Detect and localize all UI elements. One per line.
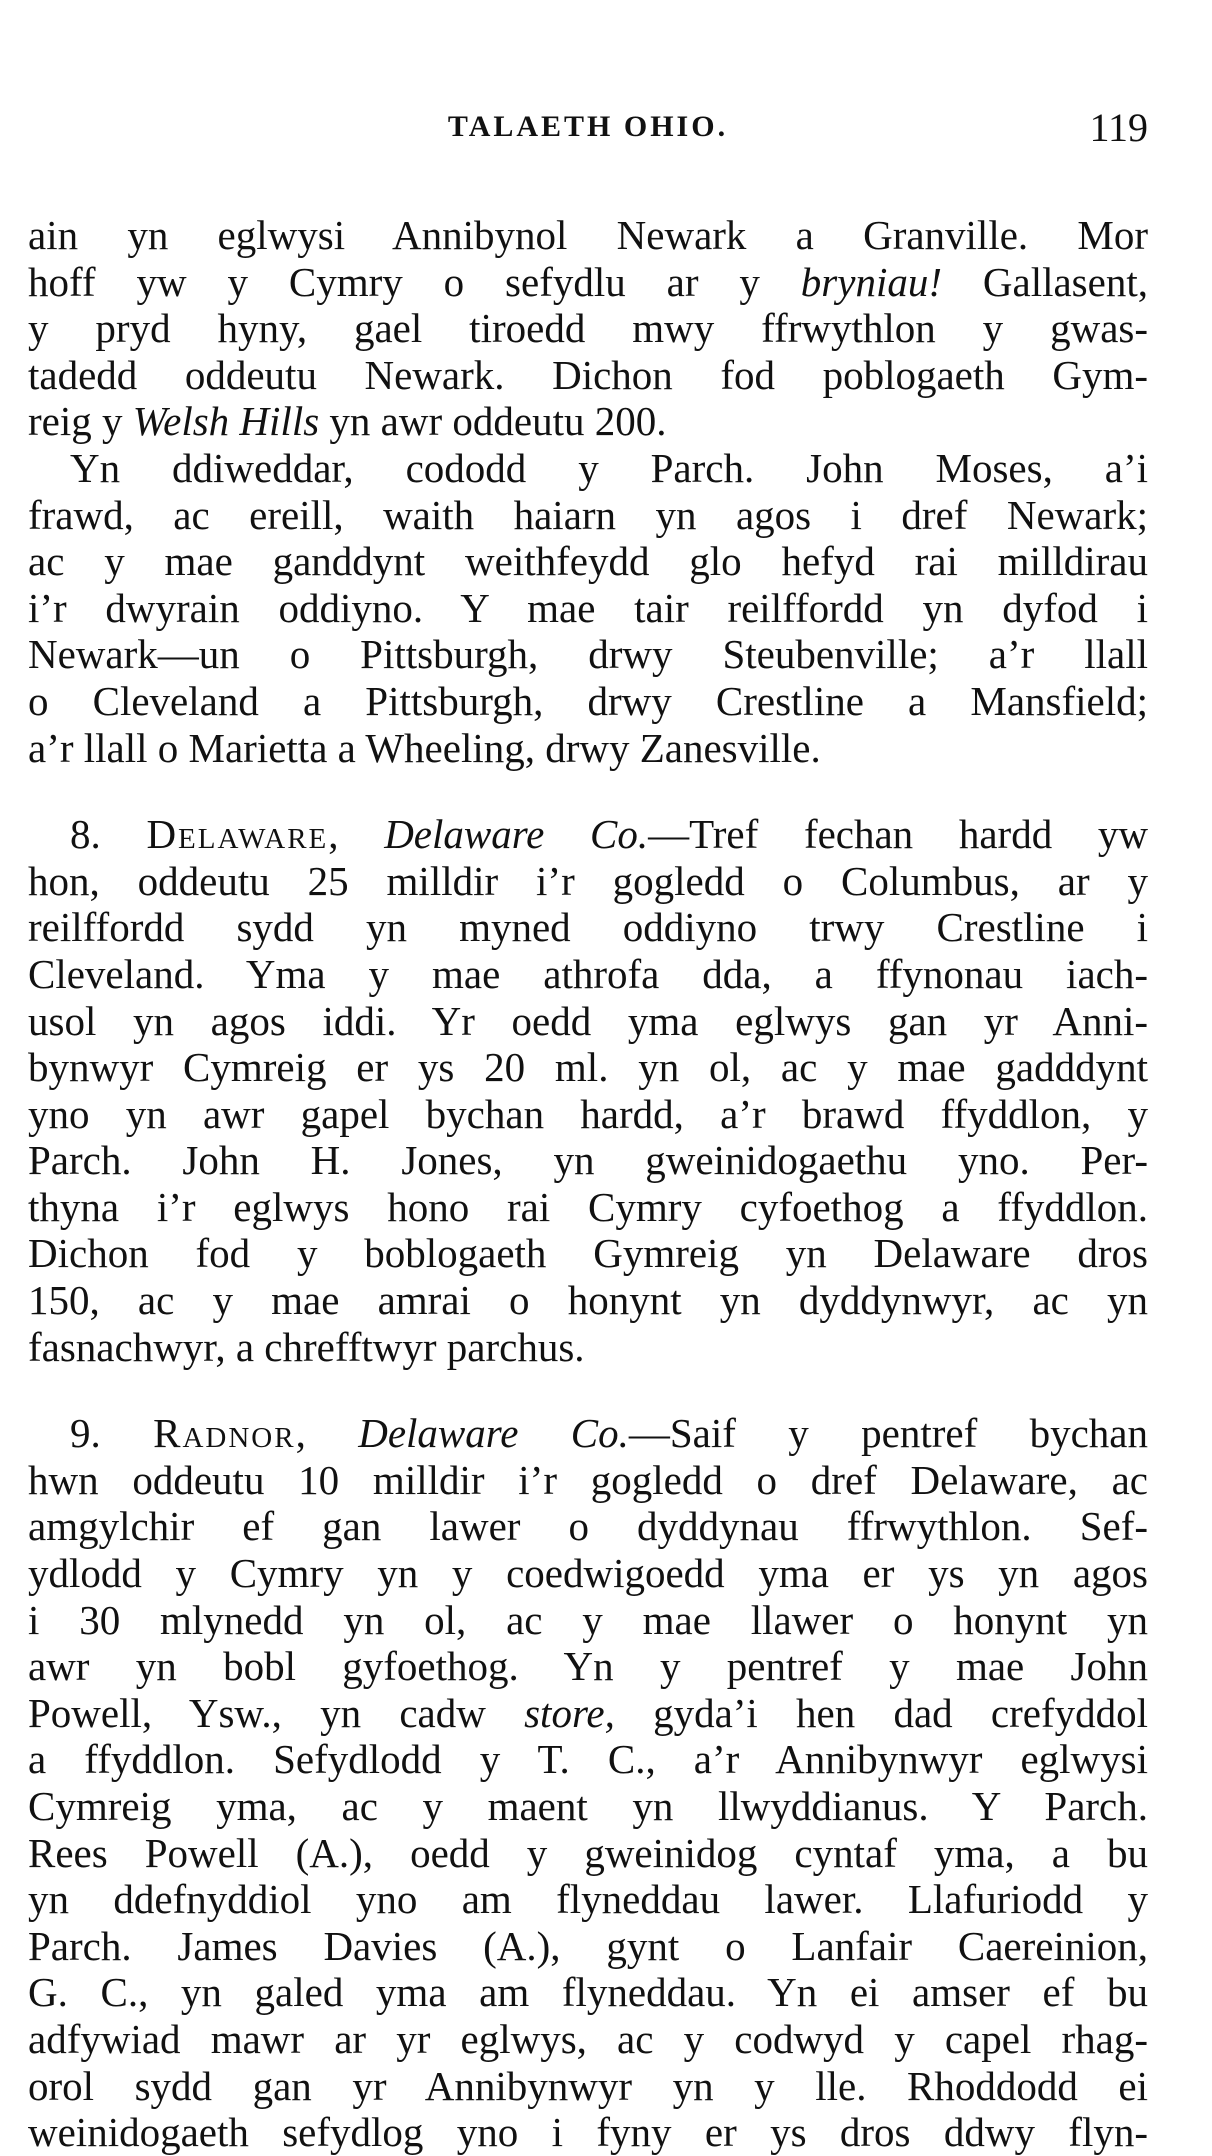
paragraph-radnor <box>28 1410 1148 2156</box>
text-line: adfywiad mawr ar yr eglwys, ac y codwyd y capel rhag- <box>28 2015 1148 2062</box>
italic-phrase: Delaware Co. <box>384 811 649 858</box>
text-line: thyna i’r eglwys hono rai Cymry cyfoethog a ffyddlon. <box>28 1183 1148 1230</box>
text-line: yno yn awr gapel bychan hardd, a’r brawd ffyddlon, y <box>28 1090 1148 1137</box>
text-line: ydlodd y Cymry yn y coedwigoedd yma er ys yn agos <box>28 1550 1148 1597</box>
text-line: hwn oddeutu 10 milldir i’r gogledd o dref Delaware, ac <box>28 1456 1148 1503</box>
text-line: o Cleveland a Pittsburgh, drwy Crestline a Mansfield; <box>28 677 1148 724</box>
paragraph-delaware <box>28 811 1148 1370</box>
text-line: a ffyddlon. Sefydlodd y T. C., a’r Annibynwyr eglwysi <box>28 1736 1148 1783</box>
text-line: usol yn agos iddi. Yr oedd yma eglwys gan yr Anni- <box>28 997 1148 1044</box>
text-line: i’r dwyrain oddiyno. Y mae tair reilffordd yn dyfod i <box>28 584 1148 631</box>
paragraph-gap <box>28 771 1148 811</box>
text-line: bynwyr Cymreig er ys 20 ml. yn ol, ac y mae gadddynt <box>28 1044 1148 1091</box>
italic-phrase: store, <box>524 1689 615 1736</box>
page-number: 119 <box>1089 105 1148 150</box>
text-line: 8. Delaware, Delaware Co.—Tref fechan hardd yw <box>70 811 1148 858</box>
place-name: Radnor <box>153 1410 296 1457</box>
text-line: hon, oddeutu 25 milldir i’r gogledd o Columbus, ar y <box>28 857 1148 904</box>
page-header <box>28 105 1148 160</box>
text-line: Cleveland. Yma y mae athrofa dda, a ffynonau iach- <box>28 950 1148 997</box>
text-line: awr yn bobl gyfoethog. Yn y pentref y mae John <box>28 1643 1148 1690</box>
text-line: Cymreig yma, ac y maent yn llwyddianus. Y Parch. <box>28 1783 1148 1829</box>
text-line: 9. Radnor, Delaware Co.—Saif y pentref bychan <box>70 1410 1148 1457</box>
text-line: i 30 mlynedd yn ol, ac y mae llawer o honynt yn <box>28 1596 1148 1643</box>
italic-phrase: Delaware Co. <box>358 1410 629 1457</box>
body-text <box>28 212 1148 2156</box>
text-line: 150, ac y mae amrai o honynt yn dyddynwyr, ac yn <box>28 1277 1148 1324</box>
text-line: reilffordd sydd yn myned oddiyno trwy Crestline i <box>28 904 1148 951</box>
text-line: amgylchir ef gan lawer o dyddynau ffrwythlon. Sef- <box>28 1503 1148 1550</box>
text-line: Parch. James Davies (A.), gynt o Lanfair Caereinion, <box>28 1922 1148 1969</box>
italic-phrase: Welsh Hills <box>132 398 320 445</box>
text-line: Rees Powell (A.), oedd y gweinidog cyntaf yma, a bu <box>28 1829 1148 1876</box>
text-line: G. C., yn galed yma am flyneddau. Yn ei amser ef bu <box>28 1969 1148 2016</box>
text-line: tadedd oddeutu Newark. Dichon fod poblogaeth Gym- <box>28 351 1148 398</box>
text-line: weinidogaeth sefydlog yno i fyny er ys dros ddwy flyn- <box>28 2109 1148 2156</box>
text-line: Newark—un o Pittsburgh, drwy Steubenville; a’r llall <box>28 631 1148 678</box>
running-title: TALAETH OHIO. <box>447 110 729 143</box>
text-line: ain yn eglwysi Annibynol Newark a Granville. Mor <box>28 212 1148 258</box>
text-line: frawd, ac ereill, waith haiarn yn agos i dref Newark; <box>28 491 1148 538</box>
text-line: ac y mae ganddynt weithfeydd glo hefyd rai milldirau <box>28 538 1148 585</box>
text-line: reig y Welsh Hills yn awr oddeutu 200. <box>28 398 667 445</box>
text-line: hoff yw y Cymry o sefydlu ar y bryniau! Gallasent, <box>28 258 1148 305</box>
text-line: fasnachwyr, a chrefftwyr parchus. <box>28 1323 585 1370</box>
text-line: Yn ddiweddar, cododd y Parch. John Moses, a’i <box>70 444 1148 491</box>
text-line: Parch. John H. Jones, yn gweinidogaethu yno. Per- <box>28 1137 1148 1184</box>
text-line: orol sydd gan yr Annibynwyr yn y lle. Rhoddodd ei <box>28 2062 1148 2109</box>
place-name: Delaware <box>146 811 329 858</box>
text-line: a’r llall o Marietta a Wheeling, drwy Zanesville. <box>28 724 821 771</box>
text-line: yn ddefnyddiol yno am flyneddau lawer. Llafuriodd y <box>28 1876 1148 1923</box>
italic-phrase: bryniau! <box>800 258 942 305</box>
text-line: y pryd hyny, gael tiroedd mwy ffrwythlon y gwas- <box>28 305 1148 352</box>
paragraph-gap <box>28 1370 1148 1410</box>
text-line: Powell, Ysw., yn cadw store, gyda’i hen dad crefyddol <box>28 1689 1148 1736</box>
text-line: Dichon fod y boblogaeth Gymreig yn Delaware dros <box>28 1230 1148 1277</box>
paragraph-continuation <box>28 212 1148 771</box>
